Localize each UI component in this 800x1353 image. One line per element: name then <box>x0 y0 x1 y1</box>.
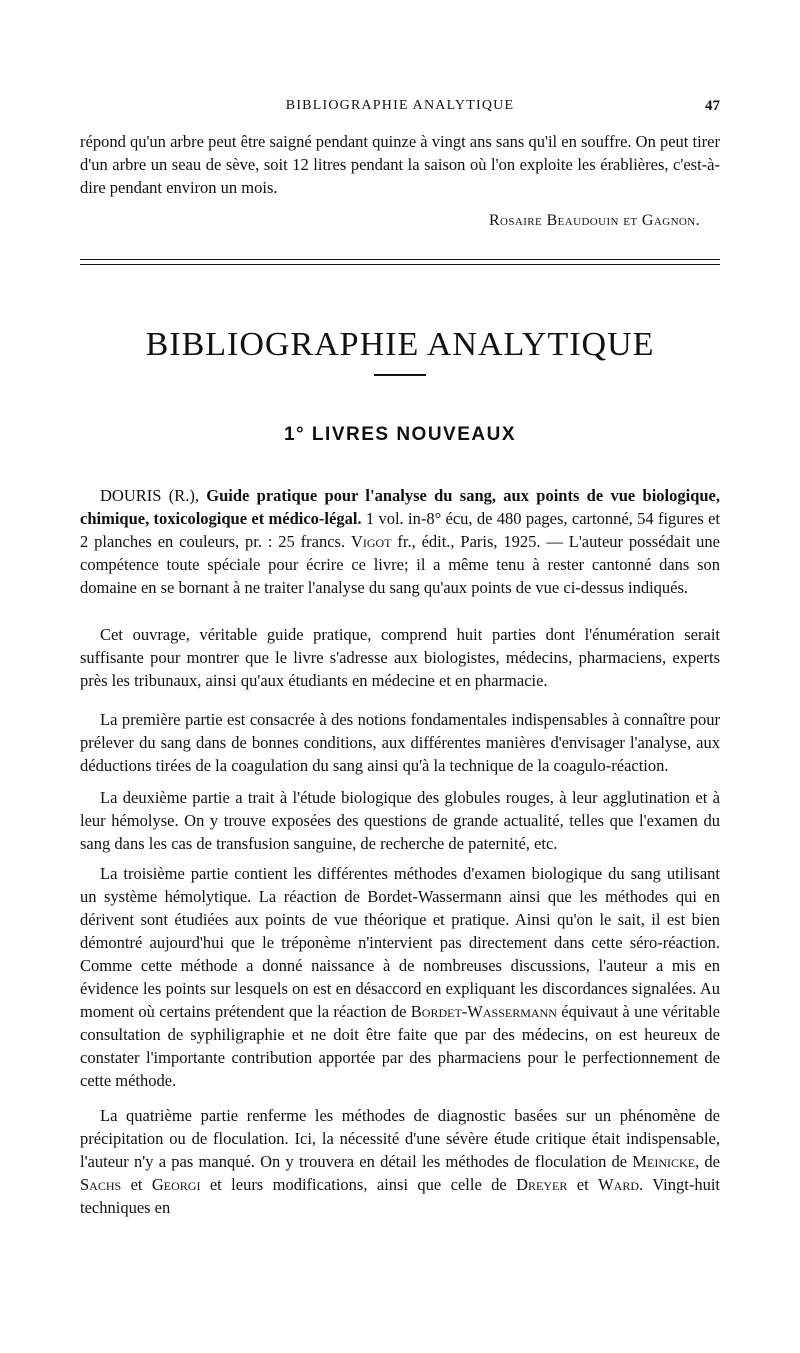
p6-name-2: Sachs <box>80 1175 122 1194</box>
entry-paragraph-1 <box>80 484 720 599</box>
separator-rule-bottom <box>80 264 720 265</box>
entry-publisher: Vigot <box>350 532 392 551</box>
entry-paragraph-2: Cet ouvrage, véritable guide pratique, comprend huit parties dont l'énumération serait suffisante pour montrer que le livre s'adresse aux biologistes, médecins, pharmaciens, experts près les tribunaux, ainsi qu'aux étudiants en médecine et en pharmacie. <box>80 625 720 690</box>
entry-title: Guide pratique pour l'analyse du sang, aux points de vue biologique, chimique, toxicologique et médico-légal. <box>80 486 721 528</box>
article-signature: Rosaire Beaudouin et Gagnon. <box>488 212 700 229</box>
p6-text-a: La quatrième partie renferme les méthodes de diagnostic basées sur un phénomène de précipitation ou de floculation. Ici, la nécessité d'une sévère étude critique était indispensable, l'auteur n'y a pas manqué. On y trouvera en détail les méthodes de floculation de <box>80 1106 720 1171</box>
running-title: BIBLIOGRAPHIE ANALYTIQUE <box>285 98 515 113</box>
subsection-title: 1° LIVRES NOUVEAUX <box>283 424 517 445</box>
p6-name-1: Meinicke <box>632 1152 696 1171</box>
p6-text-c: et <box>121 1175 152 1194</box>
running-header <box>80 98 720 120</box>
p6-name-5: Ward <box>598 1175 640 1194</box>
p6-text-b: , de <box>695 1152 721 1171</box>
separator-rule-top <box>80 259 720 260</box>
p6-name-3: Georgi <box>151 1175 201 1194</box>
entry-paragraph-4: La deuxième partie a trait à l'étude biologique des globules rouges, à leur agglutination et à leur hémolyse. On y trouve exposées des questions de grande actualité, telles que l'examen du sang dans les cas de transfusion sanguine, de recherche de paternité, etc. <box>80 788 720 853</box>
page-number: 47 <box>705 98 720 114</box>
title-underline <box>374 374 426 376</box>
p6-name-4: Dreyer <box>516 1175 568 1194</box>
entry-details-1: 1 vol. in-8° écu, de 480 pages, cartonné, 54 figures et 2 planches en couleurs, pr. : 25 francs. <box>80 509 721 551</box>
p5-text-a: La troisième partie contient les différentes méthodes d'examen biologique du sang utilisant un système hémolytique. La réaction de Bordet-Wassermann ainsi que les méthodes qui en dérivent sont étudiées aux points de vue théorique et pratique. Ainsi qu'on le sait, il est bien démontré aujourd'hui que le tréponème n'intervient pas directement dans cette séro-réaction. Comme cette méthode a donné naissance à de nombreuses discussions, l'auteur a mis en évidence les points sur lesquels on est en désaccord en expliquant les discordances signalées. Au moment où certains prétendent que la réaction de <box>80 864 720 1021</box>
entry-paragraph-6 <box>80 1104 720 1219</box>
entry-details-2: fr., édit., Paris, 1925. — L'auteur possédait une compétence toute spéciale pour écrire ce livre; il a même tenu à rester cantonné dans son domaine en se bornant à ne traiter l'analyse du sang qu'aux points de vue ci-dessus indiqués. <box>80 532 720 597</box>
p5-name: Bordet-Wassermann <box>410 1002 557 1021</box>
entry-paragraph-3: La première partie est consacrée à des notions fondamentales indispensables à connaître pour prélever du sang dans de bonnes conditions, aux différentes manières d'envisager l'analyse, aux déductions tirées de la coagulation du sang ainsi qu'à la technique de la coagulo-réaction. <box>80 710 720 775</box>
p6-text-f: . Vingt-huit techniques en <box>80 1175 720 1217</box>
p6-text-d: et leurs modifications, ainsi que celle de <box>200 1175 517 1194</box>
entry-author: DOURIS (R.), <box>100 486 199 505</box>
section-title: BIBLIOGRAPHIE ANALYTIQUE <box>145 326 655 363</box>
p6-text-e: et <box>567 1175 599 1194</box>
previous-article-paragraph: répond qu'un arbre peut être saigné pendant quinze à vingt ans sans qu'il en souffre. On peut tirer d'un arbre un seau de sève, soit 12 litres pendant la saison où l'on exploite les érablières, c'est-à-dire pendant environ un mois. <box>80 132 720 197</box>
entry-paragraph-5 <box>80 862 720 1092</box>
p5-text-b: équivaut à une véritable consultation de syphiligraphie et ne doit être faite que par des médecins, on est heureux de constater l'importante contribution apportée par des pharmaciens pour le perfectionnement de cette méthode. <box>80 1002 720 1090</box>
